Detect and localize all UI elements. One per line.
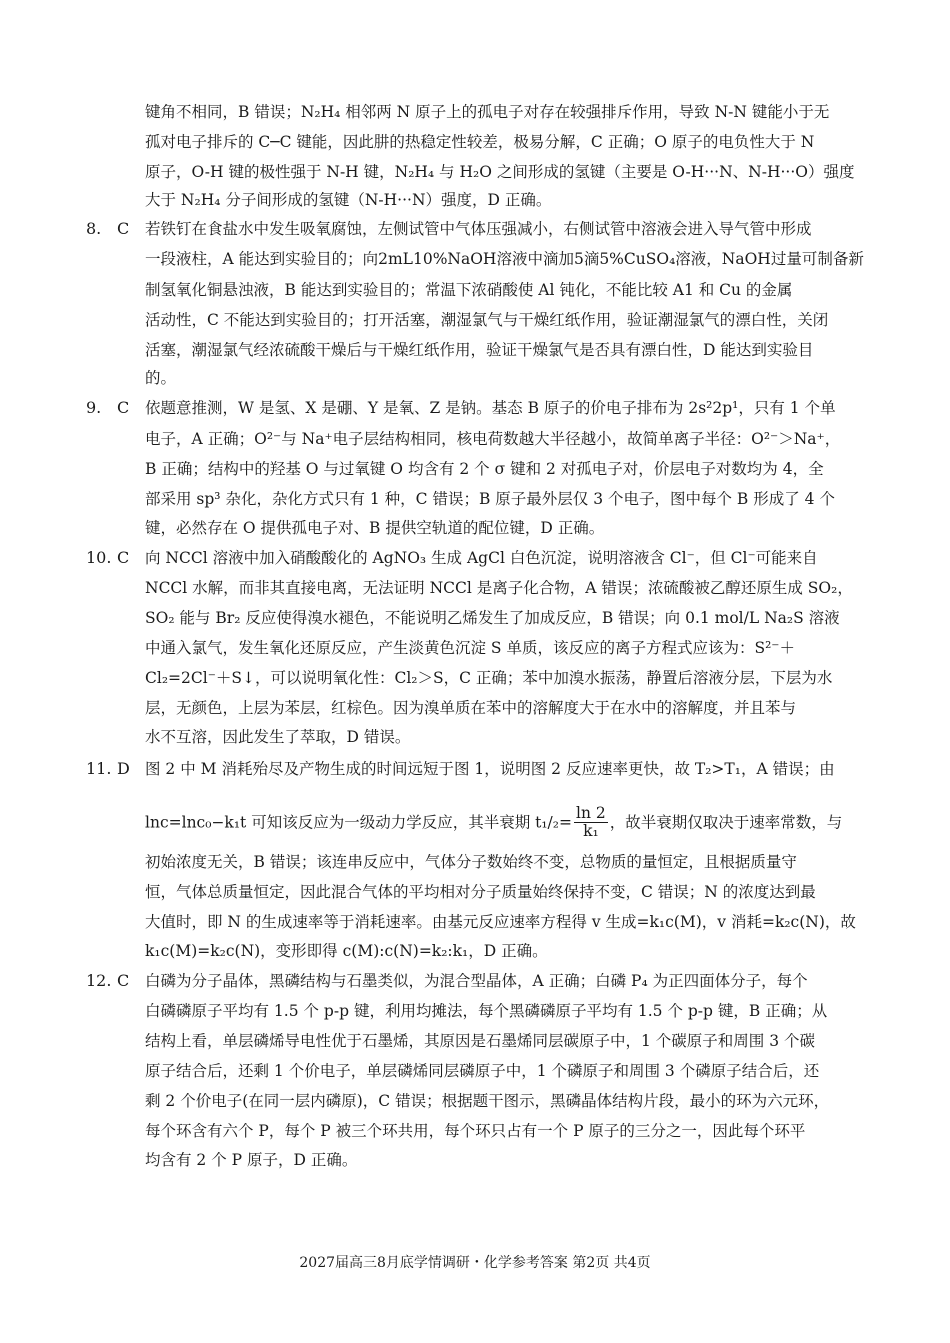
text-line: 层，无颜色，上层为苯层，红棕色。因为溴单质在苯中的溶解度大于在水中的溶解度，并且苯与 (145, 699, 797, 717)
text-line: 结构上看，单层磷烯导电性优于石墨烯，其原因是石墨烯同层碳原子中，1 个碳原子和周围 3 个碳 (145, 1032, 816, 1050)
fraction-denominator: k₁ (583, 822, 599, 840)
text-line: 依题意推测，W 是氢、X 是硼、Y 是氧、Z 是钠。基态 B 原子的价电子排布为 2s²2p¹，只有 1 个单 (145, 399, 836, 417)
text-line: 图 2 中 M 消耗殆尽及产物生成的时间远短于图 1，说明图 2 反应速率更快，故 T₂>T₁，A 错误；由 (145, 760, 835, 778)
text-line: 原子，O-H 键的极性强于 N-H 键，N₂H₄ 与 H₂O 之间形成的氢键（主要是 O-H···N、N-H···O）强度 (145, 163, 855, 181)
formula-prefix: lnc=lnc₀−k₁t 可知该反应为一级动力学反应，其半衰期 t₁/₂= (145, 813, 572, 832)
text-line: 恒，气体总质量恒定，因此混合气体的平均相对分子质量始终保持不变，C 错误；N 的浓度达到最 (145, 883, 816, 901)
text-line: 制氢氧化铜悬浊液，B 能达到实验目的；常温下浓硝酸使 Al 钝化，不能比较 A1 和 Cu 的金属 (145, 281, 793, 299)
text-line: SO₂ 能与 Br₂ 反应使得溴水褪色，不能说明乙烯发生了加成反应，B 错误；向 0.1 mol/L Na₂S 溶液 (145, 609, 840, 627)
text-line: 活动性，C 不能达到实验目的；打开活塞，潮湿氯气与干燥红纸作用，验证潮湿氯气的漂白性，关闭 (145, 311, 829, 329)
text-line: 白磷为分子晶体，黑磷结构与石墨类似，为混合型晶体，A 正确；白磷 P₄ 为正四面体分子，每个 (145, 972, 808, 990)
text-line: 剩 2 个价电子(在同一层内磷原)，C 错误；根据题干图示，黑磷晶体结构片段，最小的环为六元环， (145, 1092, 830, 1110)
text-line: 白磷磷原子平均有 1.5 个 p-p 键，利用均摊法，每个黑磷磷原子平均有 1.5 个 p-p 键，B 正确；从 (145, 1002, 828, 1020)
text-line: 键角不相同，B 错误；N₂H₄ 相邻两 N 原子上的孤电子对存在较强排斥作用，导致 N-N 键能小于无 (145, 103, 830, 121)
text-line: 部采用 sp³ 杂化，杂化方式只有 1 种，C 错误；B 原子最外层仅 3 个电子，图中每个 B 形成了 4 个 (145, 490, 835, 508)
item-number: 11. (86, 759, 112, 778)
item-answer: D (117, 759, 130, 778)
text-line: 一段液柱，A 能达到实验目的；向2mL10%NaOH溶液中滴加5滴5%CuSO₄溶液，NaOH过量可制备新 (145, 250, 864, 268)
item-number: 12. (86, 971, 112, 990)
half-life-fraction (574, 805, 608, 840)
text-line: 大于 N₂H₄ 分子间形成的氢键（N-H···N）强度，D 正确。 (145, 191, 552, 209)
fraction-numerator: ln 2 (576, 804, 606, 822)
formula-line (145, 806, 865, 841)
item-answer: C (117, 548, 130, 567)
text-line: 活塞，潮湿氯气经浓硫酸干燥后与干燥红纸作用，验证干燥氯气是否具有漂白性，D 能达到实验目 (145, 341, 814, 359)
text-line: NCCl 水解，而非其直接电离，无法证明 NCCl 是离子化合物，A 错误；浓硫酸被乙醇还原生成 SO₂， (145, 579, 853, 597)
item-number: 8. (86, 219, 102, 238)
text-line: 均含有 2 个 P 原子，D 正确。 (145, 1151, 358, 1169)
text-line: 键，必然存在 O 提供孤电子对、B 提供空轨道的配位键，D 正确。 (145, 519, 605, 537)
item-answer: C (117, 219, 130, 238)
text-line: k₁c(M)=k₂c(N)，变形即得 c(M):c(N)=k₂:k₁，D 正确。 (145, 942, 548, 960)
text-line: 每个环含有六个 P，每个 P 被三个环共用，每个环只占有一个 P 原子的三分之一，因此每个环平 (145, 1122, 806, 1140)
text-line: 电子，A 正确；O²⁻与 Na⁺电子层结构相同，核电荷数越大半径越小，故简单离子半径：O²⁻＞Na⁺， (145, 430, 841, 448)
formula-suffix: ，故半衰期仅取决于速率常数，与 (609, 813, 843, 832)
text-line: 孤对电子排斥的 C─C 键能，因此肼的热稳定性较差，极易分解，C 正确；O 原子的电负性大于 N (145, 133, 815, 151)
text-line: Cl₂=2Cl⁻＋S↓，可以说明氧化性：Cl₂＞S，C 正确；苯中加溴水振荡，静置后溶液分层，下层为水 (145, 669, 833, 687)
text-line: 中通入氯气，发生氧化还原反应，产生淡黄色沉淀 S 单质，该反应的离子方程式应该为：S²⁻＋ (145, 639, 795, 657)
text-line: 的。 (145, 369, 177, 387)
text-line: 向 NCCl 溶液中加入硝酸酸化的 AgNO₃ 生成 AgCl 白色沉淀，说明溶液含 Cl⁻，但 Cl⁻可能来自 (145, 549, 818, 567)
item-number: 10. (86, 548, 112, 567)
item-answer: C (117, 971, 130, 990)
item-answer: C (117, 398, 130, 417)
text-line: 原子结合后，还剩 1 个价电子，单层磷烯同层磷原子中，1 个磷原子和周围 3 个磷原子结合后，还 (145, 1062, 820, 1080)
text-line: 水不互溶，因此发生了萃取，D 错误。 (145, 728, 411, 746)
text-line: 初始浓度无关，B 错误；该连串反应中，气体分子数始终不变，总物质的量恒定，且根据质量守 (145, 853, 797, 871)
text-line: B 正确；结构中的羟基 O 与过氧键 O 均含有 2 个 σ 键和 2 对孤电子对，价层电子对数均为 4，全 (145, 460, 824, 478)
text-line: 大值时，即 N 的生成速率等于消耗速率。由基元反应速率方程得 v 生成=k₁c(M)，v 消耗=k₂c(N)，故 (145, 913, 856, 931)
text-line: 若铁钉在食盐水中发生吸氧腐蚀，左侧试管中气体压强减小，右侧试管中溶液会进入导气管中形成 (145, 220, 812, 238)
page-footer: 2027届高三8月底学情调研・化学参考答案 第2页 共4页 (299, 1255, 651, 1271)
item-number: 9. (86, 398, 102, 417)
